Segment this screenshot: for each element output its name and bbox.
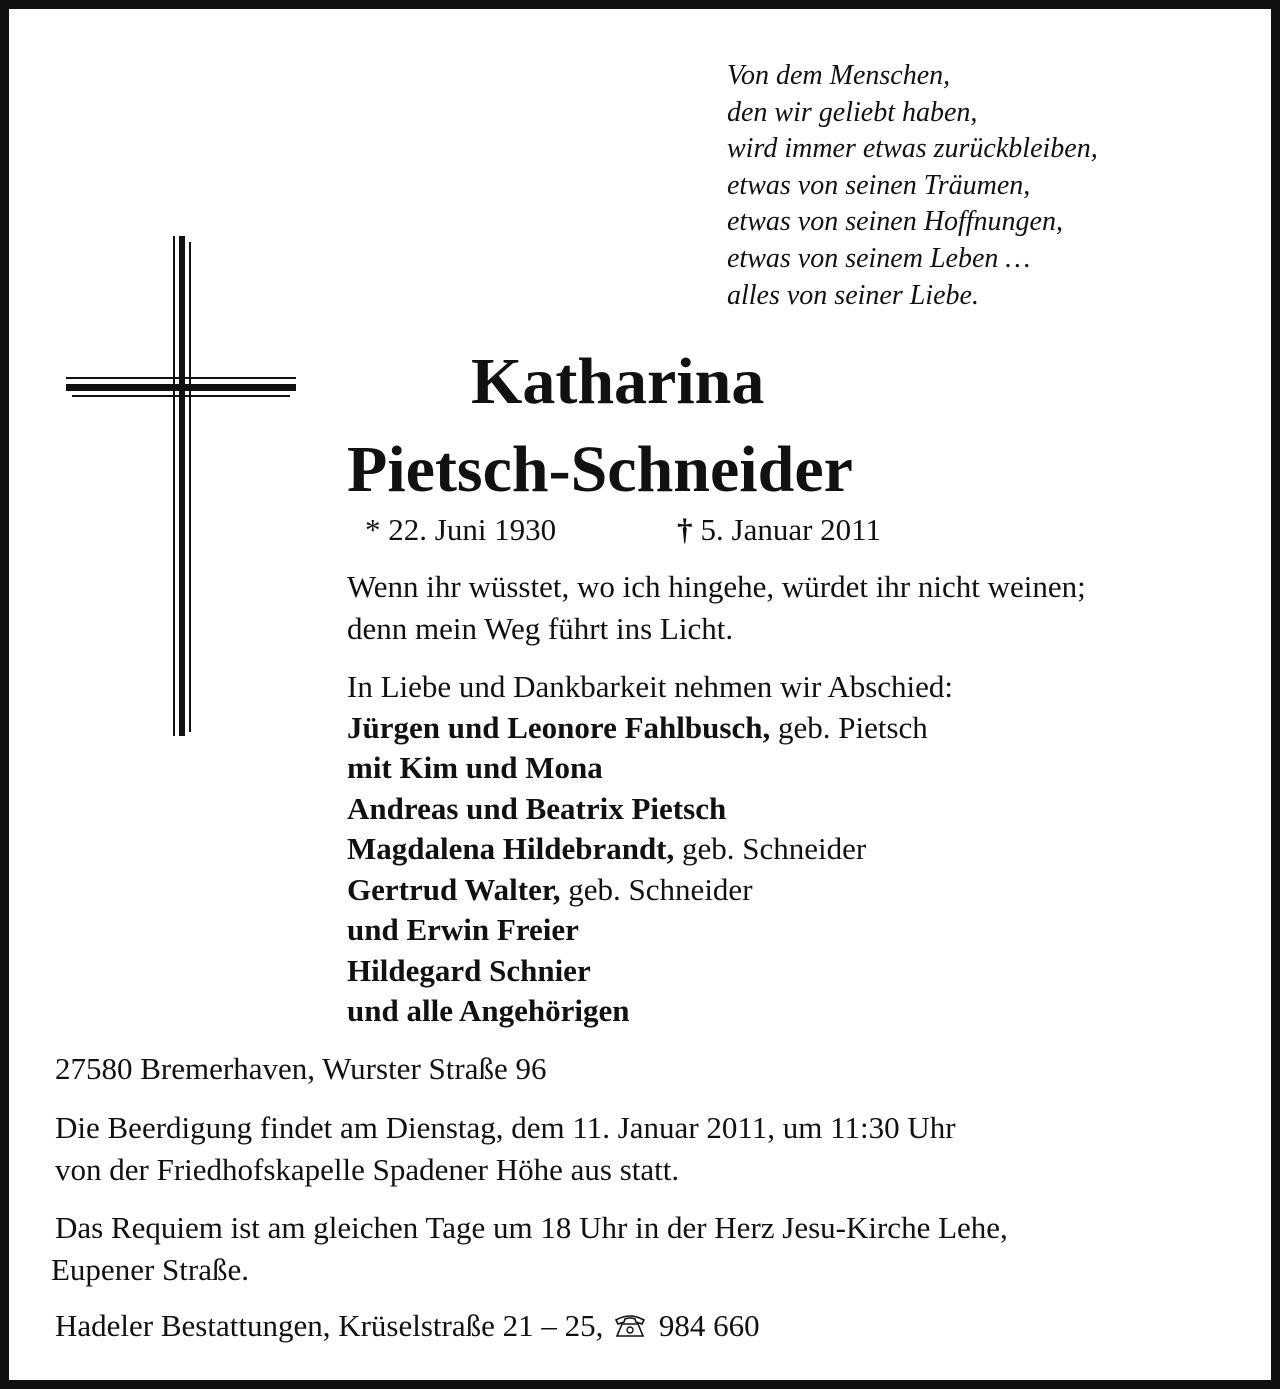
undertaker-info bbox=[55, 1305, 760, 1347]
mourner-row bbox=[347, 708, 953, 749]
mourner-name: und alle Angehörigen bbox=[347, 993, 630, 1028]
farewell-intro: In Liebe und Dankbarkeit nehmen wir Abschied: bbox=[347, 669, 954, 704]
death-date: 5. Januar 2011 bbox=[700, 512, 882, 547]
poem-line: etwas von seinen Hoffnungen, bbox=[727, 206, 1063, 238]
requiem-line: Eupener Straße. bbox=[51, 1252, 249, 1287]
mourners-list bbox=[347, 667, 953, 1032]
funeral-line: von der Friedhofskapelle Spadener Höhe aus statt. bbox=[55, 1152, 680, 1187]
funeral-line: Die Beerdigung findet am Dienstag, dem 11. Januar 2011, um 11:30 Uhr bbox=[55, 1110, 956, 1145]
death-date-group bbox=[677, 508, 881, 552]
mourner-name: Andreas und Beatrix Pietsch bbox=[347, 790, 727, 826]
mourner-row bbox=[347, 951, 953, 992]
mourner-name: Gertrud Walter, bbox=[347, 871, 561, 907]
mourner-name: Magdalena Hildebrandt, bbox=[347, 831, 675, 866]
telephone-icon bbox=[613, 1311, 647, 1339]
poem bbox=[727, 58, 1247, 314]
mourner-row bbox=[347, 748, 953, 789]
mourner-row bbox=[347, 789, 953, 830]
mourner-row bbox=[347, 829, 953, 870]
poem-line: den wir geliebt haben, bbox=[727, 96, 978, 128]
family-address: 27580 Bremerhaven, Wurster Straße 96 bbox=[55, 1051, 547, 1086]
poem-line: alles von seiner Liebe. bbox=[727, 279, 979, 311]
deceased-first-name: Katharina bbox=[471, 345, 765, 418]
quote-line: denn mein Weg führt ins Licht. bbox=[347, 611, 734, 646]
undertaker-phone: 984 660 bbox=[658, 1308, 760, 1343]
cross-icon bbox=[66, 236, 296, 736]
mourner-note: geb. Schneider bbox=[674, 831, 867, 866]
mourner-name: und Erwin Freier bbox=[347, 912, 579, 947]
poem-line: etwas von seinen Träumen, bbox=[727, 169, 1031, 201]
funeral-notice bbox=[55, 1107, 956, 1191]
requiem-line: Das Requiem ist am gleichen Tage um 18 Uhr in der Herz Jesu-Kirche Lehe, bbox=[55, 1210, 1008, 1245]
undertaker-text: Hadeler Bestattungen, Krüselstraße 21 – 25, bbox=[55, 1308, 604, 1343]
bible-quote bbox=[347, 566, 1086, 650]
poem-line: Von dem Menschen, bbox=[727, 60, 951, 91]
mourner-name: Jürgen und Leonore Fahlbusch, bbox=[347, 709, 771, 745]
quote-line: Wenn ihr wüsstet, wo ich hingehe, würdet ihr nicht weinen; bbox=[347, 569, 1086, 604]
mourner-name: Hildegard Schnier bbox=[347, 952, 591, 988]
deceased-last-name: Pietsch-Schneider bbox=[347, 433, 853, 506]
mourner-row bbox=[347, 910, 953, 951]
poem-line: etwas von seinem Leben … bbox=[727, 242, 1031, 274]
mourner-row bbox=[347, 870, 953, 911]
mourner-row bbox=[347, 991, 953, 1032]
requiem-notice bbox=[51, 1207, 1008, 1291]
poem-line: wird immer etwas zurückbleiben, bbox=[727, 133, 1098, 165]
dagger-icon: † bbox=[677, 512, 693, 547]
mourner-note: geb. Pietsch bbox=[770, 709, 928, 745]
mourner-note: geb. Schneider bbox=[560, 871, 753, 907]
birth-date: * 22. Juni 1930 bbox=[365, 512, 557, 547]
mourner-name: mit Kim und Mona bbox=[347, 750, 603, 785]
